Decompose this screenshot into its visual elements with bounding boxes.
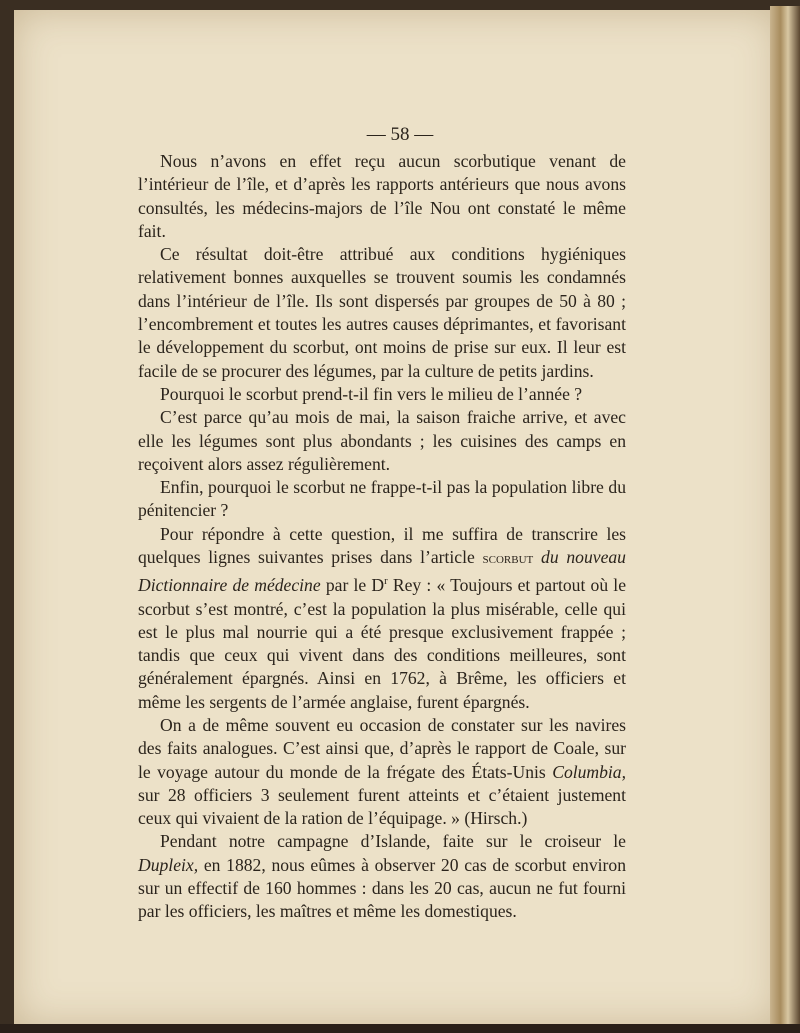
text-run: Pendant notre campagne d’Islande, faite sur le croiseur le [160, 831, 626, 852]
small-caps-term: scorbut [482, 549, 534, 568]
page-edge [770, 6, 800, 1033]
paragraph: Enfin, pourquoi le scorbut ne frappe-t-il pas la population libre du pénitencier ? [138, 477, 626, 521]
page-bottom-edge [0, 1024, 800, 1033]
paragraph [138, 523, 626, 714]
text-run: Pour répondre à cette question, il me suffira de transcrire les quelques lignes suivantes prises dans l’article [138, 523, 626, 568]
paragraph: Nous n’avons en effet reçu aucun scorbutique venant de l’intérieur de l’île, et d’après les rapports antérieurs que nous avons consultés, les médecins-majors de l’île Nou ont constaté le même fait. [138, 151, 626, 241]
paragraph [138, 714, 626, 830]
paragraph: Ce résultat doit-être attribué aux conditions hygiéniques relativement bonnes auxquelles se trouvent soumis les condamnés dans l’intérieur de l’île. Ils sont dispersés par groupes de 50 à 80 ; l’encombrement et toutes les autres causes déprimantes, et favorisant le développement du scorbut, ont moins de prise sur eux. Il leur est facile de se procurer des légumes, par la culture de petits jardins. [138, 244, 626, 381]
page-number: — 58 — [366, 124, 434, 145]
italic-title: du nouveau Dictionnaire de médecine [138, 547, 626, 596]
body-text [138, 150, 626, 924]
italic-ship-name: Columbia, [552, 761, 627, 782]
italic-ship-name: Dupleix, [138, 854, 199, 875]
superscript: r [384, 576, 388, 588]
paragraph: C’est parce qu’au mois de mai, la saison fraiche arrive, et avec elle les légumes sont plus abondants ; les cuisines des camps en reçoivent alors assez régulièrement. [138, 407, 626, 474]
text-run: On a de même souvent eu occasion de constater sur les navires des faits analogues. C’est ainsi que, d’après le rapport de Coale, sur le voyage autour du monde de la frégate des États-Unis [138, 714, 626, 782]
text-run: Rey : « Toujours et partout où le scorbut s’est montré, c’est la population la plus misérable, celle qui est le plus mal nourrie qui a été presque exclusivement frappée ; tandis que ceux qui vivent dans des conditions meilleures, sont généralement épargnés. Ainsi en 1762, à Brême, les officiers et même les sergents de l’armée anglaise, furent épargnés. [138, 575, 626, 712]
paragraph [138, 830, 626, 923]
text-run: en 1882, nous eûmes à observer 20 cas de scorbut environ sur un effectif de 160 hommes : dans les 20 cas, aucun ne fut fourni par les officiers, les maîtres et même les domestiques. [138, 854, 626, 922]
text-run: sur 28 officiers 3 seulement furent atteints et c’étaient justement ceux qui vivaient de la ration de l’équipage. » (Hirsch.) [138, 784, 626, 829]
paragraph: Pourquoi le scorbut prend-t-il fin vers le milieu de l’année ? [160, 383, 583, 404]
text-run: par le D [325, 575, 385, 596]
